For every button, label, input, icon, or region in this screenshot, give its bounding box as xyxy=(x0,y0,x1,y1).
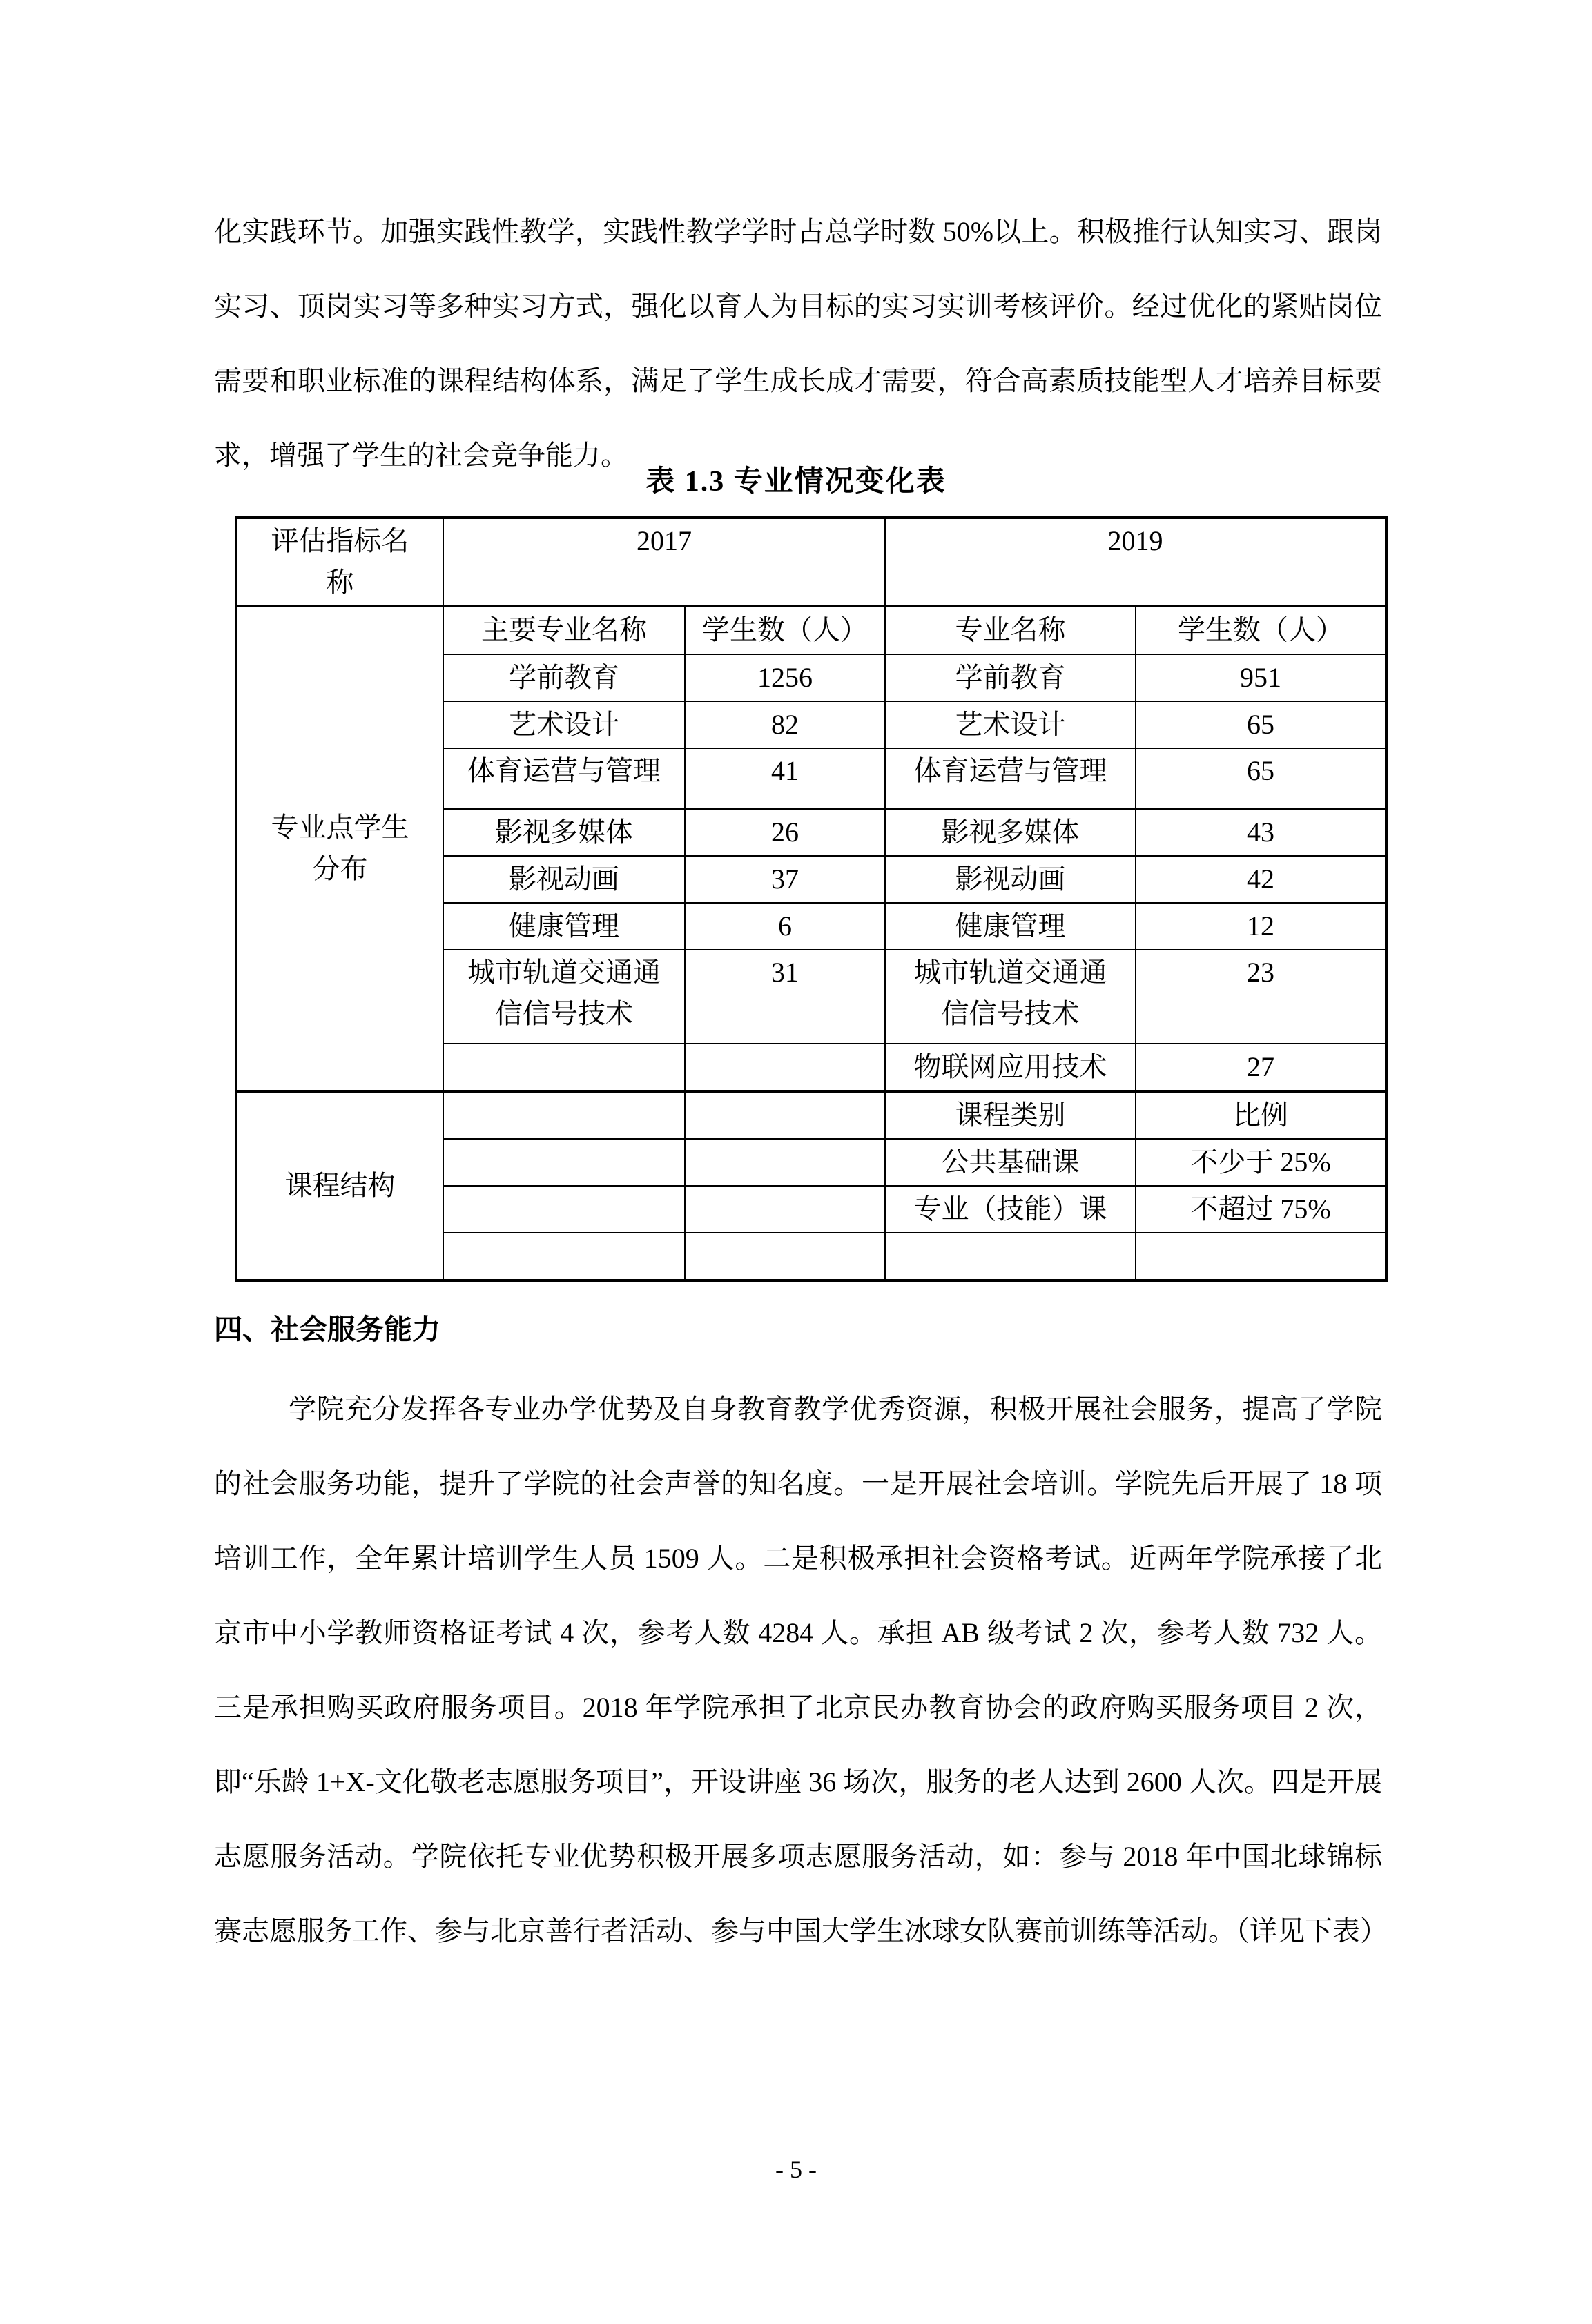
rowgroup-label-students-text: 专业点学生分布 xyxy=(271,812,409,884)
cell-course-ratio-2019: 不少于 25% xyxy=(1136,1139,1386,1186)
section-heading-social-service: 四、社会服务能力 xyxy=(214,1314,440,1345)
cell-course-type-2019 xyxy=(885,1233,1136,1280)
cell-major-2019: 学前教育 xyxy=(885,654,1136,701)
cell-course-ratio-2019: 比例 xyxy=(1136,1091,1386,1139)
subheader-student-count-2019: 学生数（人） xyxy=(1136,606,1386,655)
cell-course-type-2019: 课程类别 xyxy=(885,1091,1136,1139)
header-eval-indicator-label: 评估指标名称 xyxy=(271,525,409,598)
cell-count-2019: 65 xyxy=(1136,701,1386,748)
cell-major-2017: 影视动画 xyxy=(443,856,685,903)
cell-count-2017: 82 xyxy=(685,701,885,748)
header-2017: 2017 xyxy=(443,518,885,606)
table-subheader-row xyxy=(236,606,1386,655)
rowgroup-label-courses: 课程结构 xyxy=(236,1091,443,1280)
cell-count-2019: 43 xyxy=(1136,809,1386,856)
cell-count-2017 xyxy=(685,1139,885,1186)
cell-major-2017: 艺术设计 xyxy=(443,701,685,748)
cell-count-2019: 23 xyxy=(1136,950,1386,1044)
cell-major-2017: 健康管理 xyxy=(443,903,685,950)
cell-count-2017 xyxy=(685,1091,885,1139)
cell-count-2019: 42 xyxy=(1136,856,1386,903)
cell-major-2019: 健康管理 xyxy=(885,903,1136,950)
cell-major-2017 xyxy=(443,1233,685,1280)
cell-course-ratio-2019: 不超过 75% xyxy=(1136,1186,1386,1233)
cell-count-2019: 65 xyxy=(1136,748,1386,809)
rowgroup-label-students xyxy=(236,606,443,1092)
cell-major-2017: 影视多媒体 xyxy=(443,809,685,856)
subheader-major-name-2019: 专业名称 xyxy=(885,606,1136,655)
cell-major-2019: 物联网应用技术 xyxy=(885,1044,1136,1091)
header-2019: 2019 xyxy=(885,518,1386,606)
table-row xyxy=(236,1091,1386,1139)
cell-count-2019: 951 xyxy=(1136,654,1386,701)
table-caption: 表 1.3 专业情况变化表 xyxy=(645,466,947,498)
cell-major-2017: 学前教育 xyxy=(443,654,685,701)
cell-count-2017: 37 xyxy=(685,856,885,903)
cell-major-2019: 体育运营与管理 xyxy=(885,748,1136,809)
cell-major-2017 xyxy=(443,1139,685,1186)
subheader-student-count-2017: 学生数（人） xyxy=(685,606,885,655)
cell-major-2019: 艺术设计 xyxy=(885,701,1136,748)
cell-count-2017 xyxy=(685,1186,885,1233)
cell-major-2017-text: 城市轨道交通通信信号技术 xyxy=(467,957,661,1029)
subheader-major-name-2017: 主要专业名称 xyxy=(443,606,685,655)
cell-count-2019: 12 xyxy=(1136,903,1386,950)
cell-major-2017: 体育运营与管理 xyxy=(443,748,685,809)
header-eval-indicator xyxy=(236,518,443,606)
cell-major-2019-text: 城市轨道交通通信信号技术 xyxy=(913,957,1107,1029)
cell-count-2017: 41 xyxy=(685,748,885,809)
body-paragraph-social-service: 学院充分发挥各专业办学优势及自身教育教学优秀资源，积极开展社会服务，提高了学院的社会服务功能，提升了学院的社会声誉的知名度。一是开展社会培训。学院先后开展了 18 项培训工作，全年累计培训学生人员 1509 人。二是积极承担社会资格考试。近两年学院承接了北京市中小学教师资格证考试 4 次，参考人数 4284 人。承担 AB 级考试 2 次，参考人数 732 人。三是承担购买政府服务项目。2018 年学院承担了北京民办教育协会的政府购买服务项目 2 次，即“乐龄 1+X-文化敬老志愿服务项目”，开设讲座 36 场次，服务的老人达到 2600 人次。四是开展志愿服务活动。学院依托专业优势积极开展多项志愿服务活动，如：参与 2018 年中国北球锦标赛志愿服务工作、参与北京善行者活动、参与中国大学生冰球女队赛前训练等活动。（详见下表） xyxy=(214,1394,1388,1946)
cell-count-2017: 26 xyxy=(685,809,885,856)
cell-count-2017: 1256 xyxy=(685,654,885,701)
cell-major-2019: 影视动画 xyxy=(885,856,1136,903)
cell-major-2017 xyxy=(443,1044,685,1091)
table-header-row xyxy=(236,518,1386,606)
cell-course-ratio-2019 xyxy=(1136,1233,1386,1280)
majors-change-table xyxy=(235,516,1388,1282)
cell-count-2017: 31 xyxy=(685,950,885,1044)
cell-count-2017: 6 xyxy=(685,903,885,950)
page-number: - 5 - xyxy=(775,2156,817,2183)
cell-count-2017 xyxy=(685,1233,885,1280)
cell-major-2019 xyxy=(885,950,1136,1044)
cell-major-2019: 影视多媒体 xyxy=(885,809,1136,856)
cell-major-2017 xyxy=(443,1186,685,1233)
cell-count-2017 xyxy=(685,1044,885,1091)
cell-major-2017 xyxy=(443,1091,685,1139)
cell-course-type-2019: 专业（技能）课 xyxy=(885,1186,1136,1233)
cell-count-2019: 27 xyxy=(1136,1044,1386,1091)
body-paragraph-top: 化实践环节。加强实践性教学，实践性教学学时占总学时数 50%以上。积极推行认知实习、跟岗实习、顶岗实习等多种实习方式，强化以育人为目标的实习实训考核评价。经过优化的紧贴岗位需要和职业标准的课程结构体系，满足了学生成长成才需要，符合高素质技能型人才培养目标要求，增强了学生的社会竞争能力。 xyxy=(214,216,1382,471)
cell-major-2017 xyxy=(443,950,685,1044)
cell-course-type-2019: 公共基础课 xyxy=(885,1139,1136,1186)
